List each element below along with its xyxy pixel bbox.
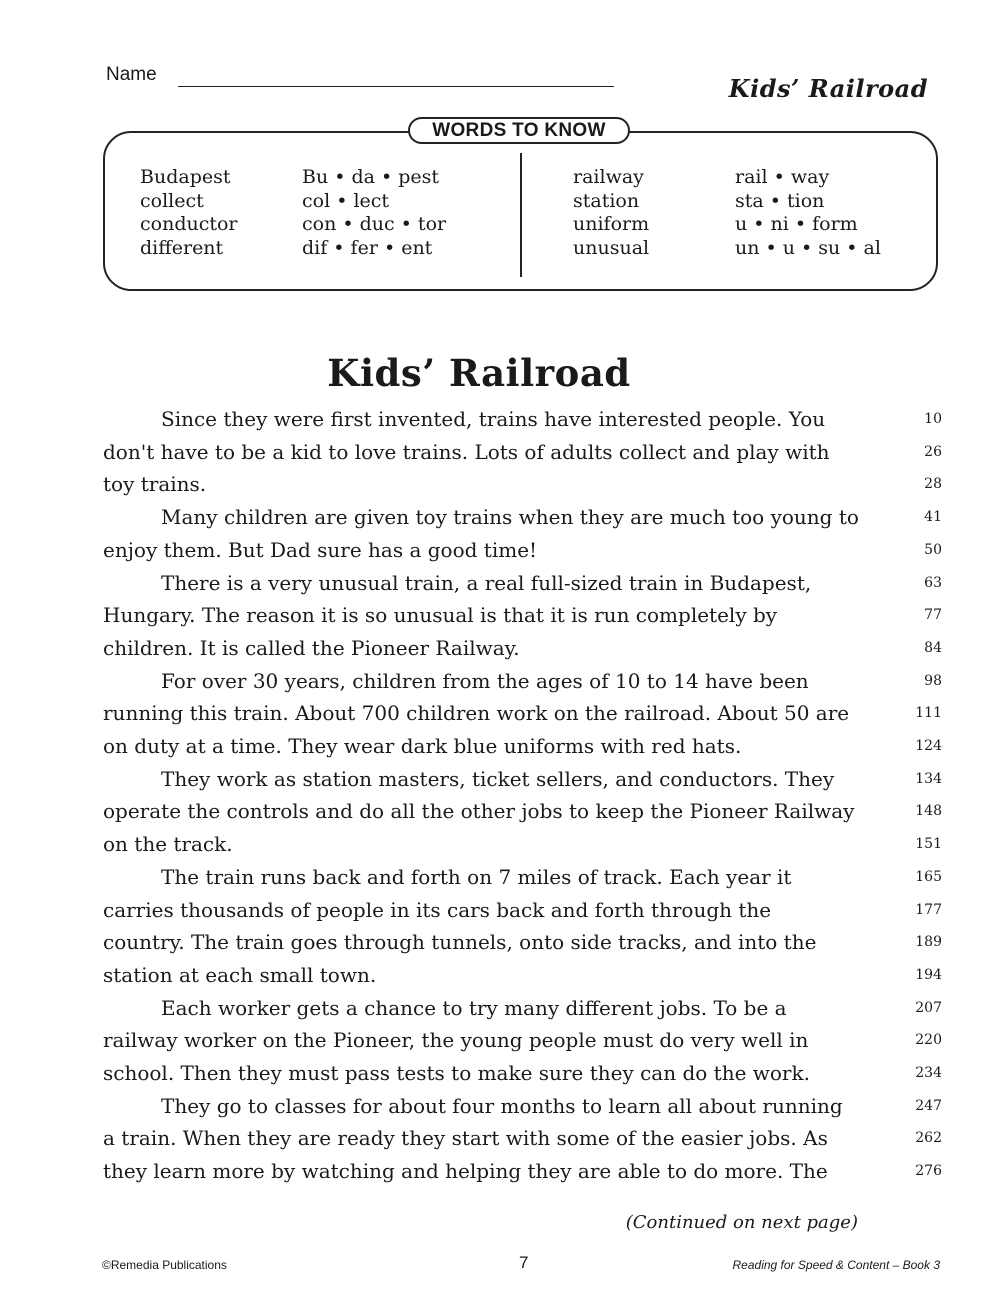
story-line: country. The train goes through tunnels, onto side tracks, and into the xyxy=(103,930,817,954)
word-count: 124 xyxy=(915,738,942,754)
word-count: 151 xyxy=(915,836,942,852)
story-line: For over 30 years, children from the ages of 10 to 14 have been xyxy=(161,669,809,693)
vocab-syllables: un • u • su • al xyxy=(735,236,881,259)
story-line: Hungary. The reason it is so unusual is that it is run completely by xyxy=(103,603,778,627)
word-count: 98 xyxy=(924,673,942,689)
word-count: 194 xyxy=(915,967,942,983)
word-count: 77 xyxy=(924,607,942,623)
story-line: carries thousands of people in its cars back and forth through the xyxy=(103,898,772,922)
header-title: Kids’ Railroad xyxy=(728,74,928,103)
vocab-syllables: con • duc • tor xyxy=(302,213,447,235)
word-count: 134 xyxy=(915,771,942,787)
story-line: operate the controls and do all the other jobs to keep the Pioneer Railway xyxy=(103,799,855,823)
vocab-syllables: rail • way xyxy=(735,166,830,188)
vocab-syllables: dif • fer • ent xyxy=(302,236,433,259)
vocab-word: different xyxy=(140,236,224,259)
word-count: 84 xyxy=(924,640,942,656)
word-count: 50 xyxy=(924,542,942,558)
vocab-word: collect xyxy=(140,189,204,212)
story-line: a train. When they are ready they start with some of the easier jobs. As xyxy=(103,1126,828,1150)
word-count: 148 xyxy=(915,803,942,819)
story-line: children. It is called the Pioneer Railway. xyxy=(103,636,520,660)
word-count: 276 xyxy=(915,1163,942,1179)
name-line xyxy=(178,86,614,87)
word-count: 28 xyxy=(924,476,942,492)
story-line: toy trains. xyxy=(103,472,207,496)
story-line: The train runs back and forth on 7 miles of track. Each year it xyxy=(161,865,792,889)
vocab-syllables-left xyxy=(302,166,446,260)
words-to-know-title: WORDS TO KNOW xyxy=(408,117,630,144)
story-title: Kids’ Railroad xyxy=(327,351,631,395)
story-line: running this train. About 700 children work on the railroad. About 50 are xyxy=(103,701,850,725)
vocab-syllables: u • ni • form xyxy=(735,213,858,235)
word-count: 247 xyxy=(915,1098,942,1114)
page-number: 7 xyxy=(519,1253,529,1272)
vocab-word: Budapest xyxy=(140,166,231,188)
word-count: 220 xyxy=(915,1032,942,1048)
vocab-word: station xyxy=(573,189,640,212)
vocab-syllables: Bu • da • pest xyxy=(302,166,440,188)
name-label: Name xyxy=(106,64,157,85)
vocab-syllables-right xyxy=(735,166,881,260)
story-line: they learn more by watching and helping they are able to do more. The xyxy=(103,1159,828,1183)
story-line: on duty at a time. They wear dark blue uniforms with red hats. xyxy=(103,734,742,758)
word-count: 41 xyxy=(924,509,942,525)
story-line: Each worker gets a chance to try many different jobs. To be a xyxy=(161,996,787,1020)
vocab-word: conductor xyxy=(140,213,238,235)
words-to-know-divider xyxy=(520,153,522,277)
story-line: There is a very unusual train, a real full-sized train in Budapest, xyxy=(161,571,812,595)
word-count: 26 xyxy=(924,444,942,460)
word-count: 262 xyxy=(915,1130,942,1146)
story-line: Since they were first invented, trains have interested people. You xyxy=(161,407,826,431)
word-count: 207 xyxy=(915,1000,942,1016)
vocab-word: railway xyxy=(573,166,644,188)
story-line: They work as station masters, ticket sellers, and conductors. They xyxy=(161,767,835,791)
story-line: don't have to be a kid to love trains. Lots of adults collect and play with xyxy=(103,440,830,464)
word-count: 63 xyxy=(924,575,942,591)
story-line: railway worker on the Pioneer, the young people must do very well in xyxy=(103,1028,809,1052)
vocab-words-right xyxy=(573,166,649,260)
word-count: 10 xyxy=(924,411,942,427)
story-line: Many children are given toy trains when they are much too young to xyxy=(161,505,859,529)
story-line: They go to classes for about four months to learn all about running xyxy=(161,1094,843,1118)
word-count: 189 xyxy=(915,934,942,950)
word-count: 111 xyxy=(915,705,942,721)
story-line: enjoy them. But Dad sure has a good time! xyxy=(103,538,538,562)
continued-note: (Continued on next page) xyxy=(625,1212,858,1233)
footer-book-title: Reading for Speed & Content – Book 3 xyxy=(732,1258,940,1272)
vocab-word: unusual xyxy=(573,236,650,259)
word-count: 165 xyxy=(915,869,942,885)
story-line: on the track. xyxy=(103,832,233,856)
story-line: station at each small town. xyxy=(103,963,377,987)
vocab-syllables: sta • tion xyxy=(735,189,825,212)
word-count: 177 xyxy=(915,902,942,918)
story-line: school. Then they must pass tests to make sure they can do the work. xyxy=(103,1061,810,1085)
vocab-word: uniform xyxy=(573,213,650,235)
word-count: 234 xyxy=(915,1065,942,1081)
vocab-words-left xyxy=(140,166,238,260)
vocab-syllables: col • lect xyxy=(302,189,390,212)
footer-copyright: ©Remedia Publications xyxy=(102,1258,227,1272)
